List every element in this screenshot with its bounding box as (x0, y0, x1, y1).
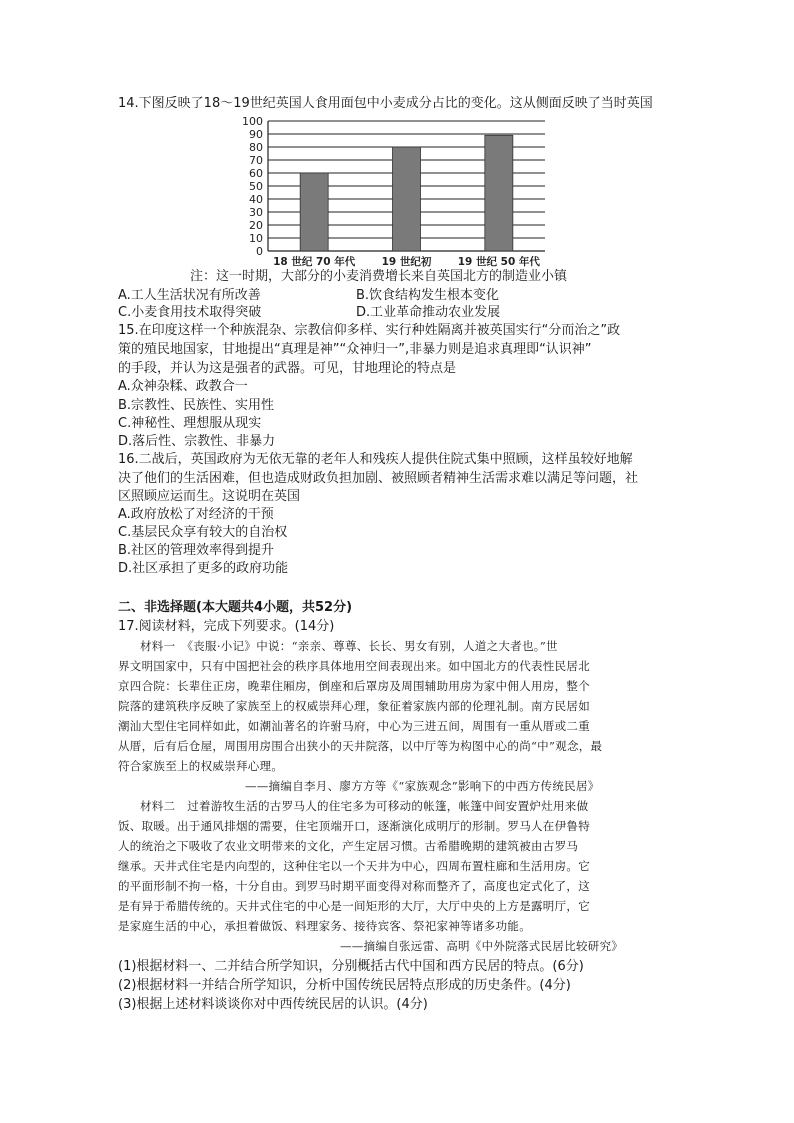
y-tick-label: 30 (249, 206, 263, 219)
q17-material1-line: 京四合院：长辈住正房，晚辈住厢房，倒座和后罩房及周围辅助用房为家中佣人用房，整个 (118, 679, 590, 693)
q15-stem-line2: 策的殖民地国家，甘地提出“真理是神”“众神归一”,非暴力则是追求真理即“认识神” (118, 342, 592, 357)
q16-stem-line3: 区照顾应运而生。这说明在英国 (118, 489, 301, 504)
q16-stem-line1: 16.二战后，英国政府为无依无靠的老年人和残疾人提供住院式集中照顾，这样虽较好地解 (118, 452, 633, 467)
y-tick-label: 0 (256, 245, 263, 258)
q16-stem-line2: 决了他们的生活困难，但也造成财政负担加剧、被照顾者精神生活需求难以满足等问题，社 (118, 471, 639, 486)
bar (393, 147, 421, 251)
q17-subquestion-2: (2)根据材料一并结合所学知识，分析中国传统民居特点形成的历史条件。(4分) (118, 978, 571, 993)
y-tick-label: 80 (249, 141, 263, 154)
q16-option-c: C.基层民众享有较大的自治权 (118, 525, 288, 540)
q17-material1-line: 材料一 《丧服·小记》中说：“亲亲、尊尊、长长、男女有别，人道之大者也。”世 (140, 639, 558, 653)
q14-stem: 14.下图反映了18～19世纪英国人食用面包中小麦成分占比的变化。这从侧面反映了当时英国 (118, 96, 653, 111)
y-tick-label: 90 (249, 128, 263, 141)
section-title: 二、非选择题(本大题共4小题，共52分) (118, 600, 353, 615)
x-tick-label: 18 世纪 70 年代 (273, 256, 356, 268)
x-tick-label: 19 世纪 50 年代 (457, 256, 540, 268)
wheat-share-bar-chart (230, 115, 560, 270)
q16-option-b: B.社区的管理效率得到提升 (118, 543, 275, 558)
q17-material2-line: 是家庭生活的中心，承担着做饭、料理家务、接待宾客、祭祀家神等诸多功能。 (118, 919, 531, 933)
x-tick-label: 19 世纪初 (381, 256, 432, 268)
q17-material2-line: 是有异于希腊传统的。天井式住宅的中心是一间矩形的大厅，大厅中央的上方是露明厅，它 (118, 899, 590, 913)
q17-subquestion-1: (1)根据材料一、二并结合所学知识，分别概括古代中国和西方民居的特点。(6分) (118, 959, 584, 974)
q17-material2-line: 人的统治之下吸收了农业文明带来的文化，产生定居习惯。古希腊晚期的建筑被由古罗马 (118, 839, 579, 853)
q17-material1-line: 从厝，后有后仓屋，周围用房围合出狭小的天井院落，以中厅等为构图中心的尚“中”观念，最 (118, 739, 603, 753)
q17-material2-line: 饭、取暖。出于通风排烟的需要，住宅顶端开口，逐渐演化成明厅的形制。罗马人在伊鲁特 (118, 819, 590, 833)
q17-material2-line: 继承。天井式住宅是内向型的，这种住宅以一个天井为中心，四周布置柱廊和生活用房。它 (118, 859, 590, 873)
q15-option-a: A.众神杂糅、政教合一 (118, 379, 248, 394)
y-tick-label: 70 (249, 154, 263, 167)
y-tick-label: 100 (242, 115, 263, 128)
q14-option-a: A.工人生活状况有所改善 (118, 288, 261, 303)
q15-stem-line1: 15.在印度这样一个种族混杂、宗教信仰多样、实行种姓隔离并被英国实行“分而治之”政 (118, 323, 621, 338)
q17-material1-line: 界文明国家中，只有中国把社会的秩序具体地用空间表现出来。如中国北方的代表性民居北 (118, 659, 590, 673)
q14-option-d: D.工业革命推动农业发展 (356, 305, 501, 320)
q15-option-d: D.落后性、宗教性、非暴力 (118, 434, 276, 449)
y-tick-label: 40 (249, 193, 263, 206)
y-tick-label: 10 (249, 232, 263, 245)
q17-material1-line: 院落的建筑秩序反映了家族至上的权威崇拜心理，象征着家族内部的伦理礼制。南方民居如 (118, 699, 590, 713)
q15-option-b: B.宗教性、民族性、实用性 (118, 398, 275, 413)
q17-material2-line: 的平面形制不拘一格，十分自由。到罗马时期平面变得对称而整齐了，高度也定式化了，这 (118, 879, 590, 893)
q17-material2-source: ——摘编自张远雷、高明《中外院落式民居比较研究》 (340, 939, 624, 953)
q17-material1-line: 潮汕大型住宅同样如此，如潮汕著名的许驸马府，中心为三进五间，周围有一重从厝或二重 (118, 719, 590, 733)
q17-material1-line: 符合家族至上的权威崇拜心理。 (118, 759, 284, 773)
q17-subquestion-3: (3)根据上述材料谈谈你对中西传统民居的认识。(4分) (118, 997, 428, 1012)
bar (485, 135, 513, 251)
q17-stem: 17.阅读材料，完成下列要求。(14分) (118, 619, 335, 634)
q14-option-c: C.小麦食用技术取得突破 (118, 305, 262, 320)
q17-material2-line: 材料二 过着游牧生活的古罗马人的住宅多为可移动的帐篷，帐篷中间安置炉灶用来做 (140, 799, 589, 813)
q16-option-d: D.社区承担了更多的政府功能 (118, 561, 289, 576)
bar (300, 173, 328, 251)
q15-stem-line3: 的手段，并认为这是强者的武器。可见，甘地理论的特点是 (118, 361, 457, 376)
q15-option-c: C.神秘性、理想服从现实 (118, 416, 262, 431)
y-tick-label: 20 (249, 219, 263, 232)
y-tick-label: 60 (249, 167, 263, 180)
q17-material1-source: ——摘编自李月、廖方方等《“家族观念”影响下的中西方传统民居》 (245, 779, 600, 793)
q16-option-a: A.政府放松了对经济的干预 (118, 507, 274, 522)
q14-option-b: B.饮食结构发生根本变化 (356, 288, 500, 303)
y-tick-label: 50 (249, 180, 263, 193)
q14-note: 注：这一时期，大部分的小麦消费增长来自英国北方的制造业小镇 (190, 269, 568, 284)
